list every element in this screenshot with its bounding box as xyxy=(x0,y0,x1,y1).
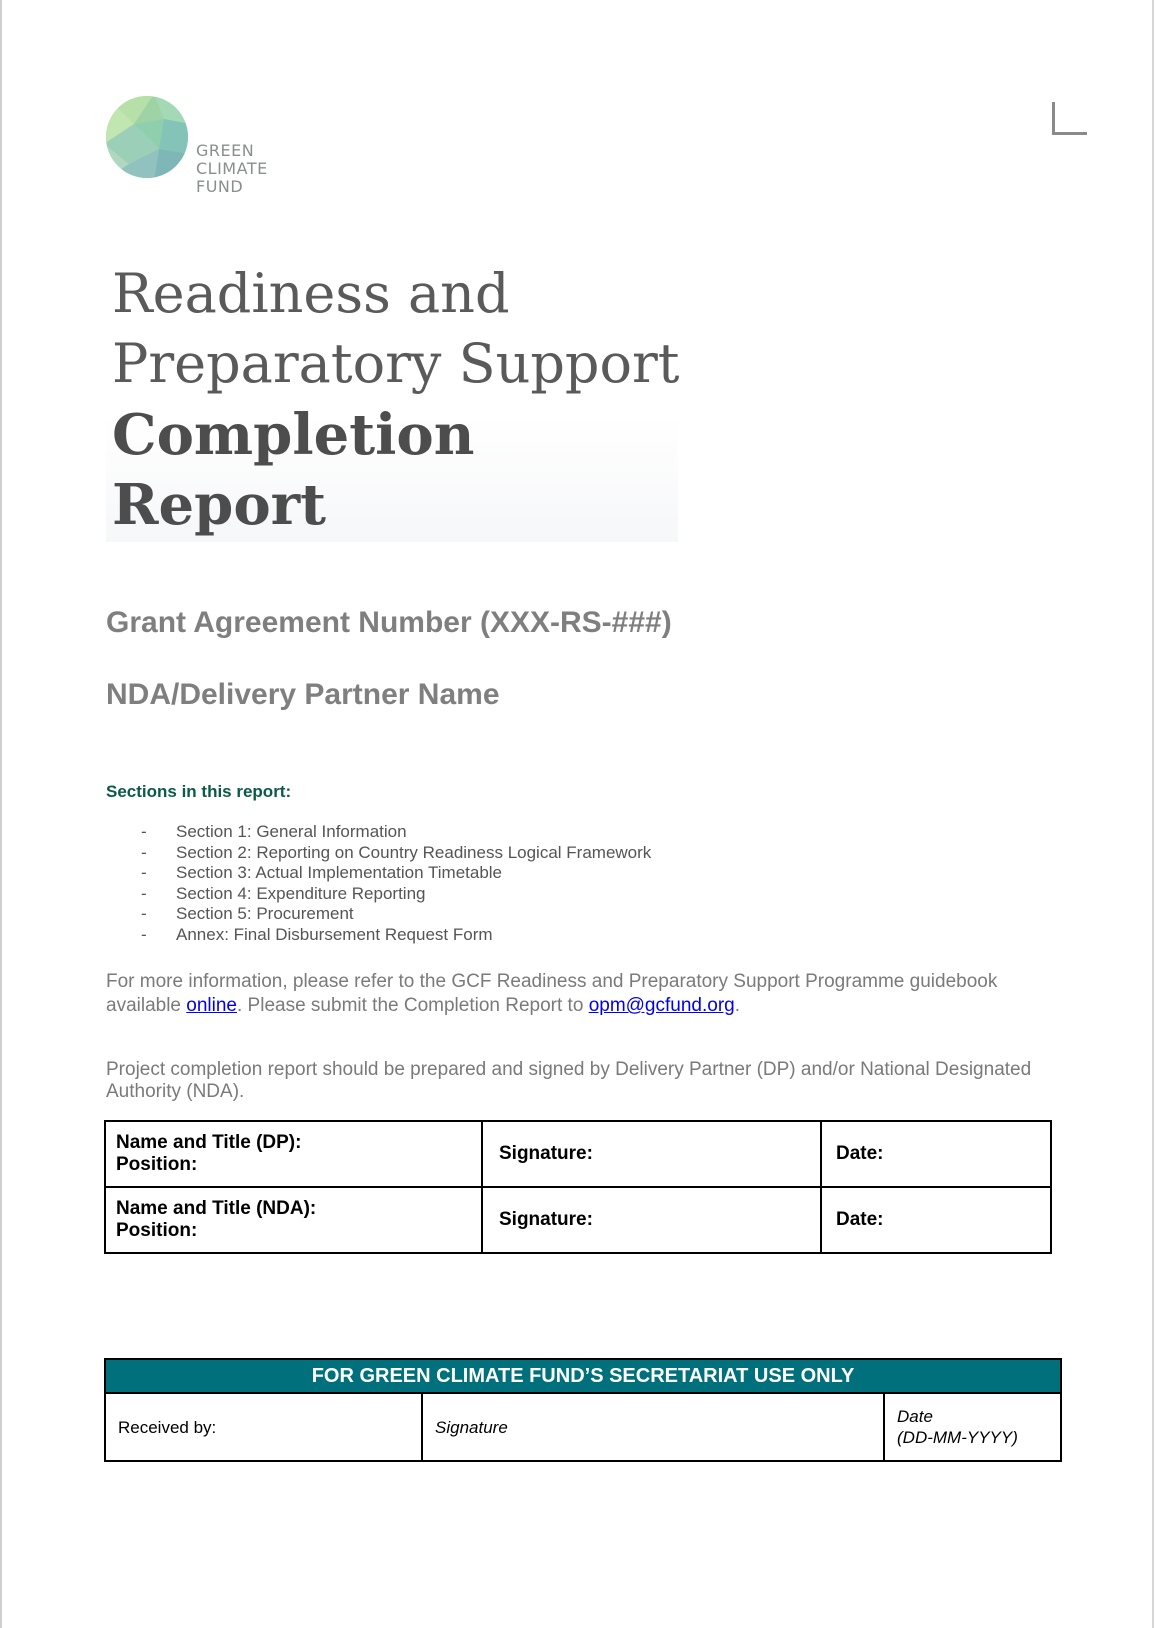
section-item-label: Section 1: General Information xyxy=(176,822,407,841)
section-item-label: Section 3: Actual Implementation Timetable xyxy=(176,863,503,882)
title-line-3: Completion xyxy=(112,402,475,468)
dp-date-cell[interactable] xyxy=(821,1121,1051,1187)
list-item: - Section 2: Reporting on Country Readiness Logical Framework xyxy=(141,842,652,862)
grant-agreement-heading: Grant Agreement Number (XXX-RS-###) xyxy=(106,606,672,639)
nda-name-cell[interactable] xyxy=(105,1187,482,1253)
nda-name-label: Name and Title (NDA): xyxy=(116,1198,317,1219)
list-item: - Section 3: Actual Implementation Timetable xyxy=(141,863,503,882)
section-item-label: Section 4: Expenditure Reporting xyxy=(176,883,426,903)
globe-icon xyxy=(104,94,190,180)
sections-list xyxy=(138,822,651,945)
info-text-2: . Please submit the Completion Report to xyxy=(237,995,589,1016)
table-row xyxy=(105,1393,1061,1461)
section-item-label: Section 5: Procurement xyxy=(176,904,354,923)
title-line-2: Preparatory Support xyxy=(112,332,680,395)
partner-name-heading: NDA/Delivery Partner Name xyxy=(106,678,500,711)
info-text-3: . xyxy=(734,995,741,1016)
secretariat-signature-label: Signature xyxy=(435,1417,508,1437)
table-row xyxy=(105,1187,1051,1253)
list-item: - Section 1: General Information xyxy=(141,822,407,841)
dp-signature-label: Signature: xyxy=(499,1143,593,1164)
title-line-4: Report xyxy=(112,472,327,538)
nda-signature-label: Signature: xyxy=(499,1209,593,1230)
logo-line-fund: FUND xyxy=(196,177,244,196)
logo-text xyxy=(196,142,268,196)
dp-position-label: Position: xyxy=(116,1154,198,1175)
secretariat-table xyxy=(104,1358,1062,1462)
table-header-row xyxy=(105,1359,1061,1393)
received-by-cell[interactable] xyxy=(105,1393,422,1461)
nda-signature-cell[interactable] xyxy=(482,1187,821,1253)
info-text-1: For more information, please refer to the GCF Readiness and Preparatory Support Programme guidebook available xyxy=(106,971,998,1016)
nda-date-cell[interactable] xyxy=(821,1187,1051,1253)
logo-line-climate: CLIMATE xyxy=(196,159,268,178)
list-item: - Annex: Final Disbursement Request Form xyxy=(141,924,493,944)
sections-label: Sections in this report: xyxy=(106,782,292,801)
title-line-1: Readiness and xyxy=(112,262,510,325)
dp-name-cell[interactable] xyxy=(105,1121,482,1187)
crop-mark xyxy=(1052,102,1087,135)
section-item-label: Section 2: Reporting on Country Readiness Logical Framework xyxy=(176,842,652,862)
dp-signature-cell[interactable] xyxy=(482,1121,821,1187)
secretariat-header: FOR GREEN CLIMATE FUND’S SECRETARIAT USE ONLY xyxy=(105,1359,1061,1393)
page-edge-right xyxy=(1152,0,1154,1628)
received-by-label: Received by: xyxy=(118,1417,217,1437)
signature-table xyxy=(104,1120,1052,1254)
info-paragraph xyxy=(106,970,1066,1018)
secretariat-signature-cell[interactable] xyxy=(422,1393,884,1461)
signing-paragraph: Project completion report should be prepared and signed by Delivery Partner (DP) and/or National Designated Authority (NDA). xyxy=(106,1059,1032,1102)
email-link[interactable]: opm@gcfund.org xyxy=(588,995,735,1016)
online-link[interactable]: online xyxy=(186,995,237,1016)
dp-name-label: Name and Title (DP): xyxy=(116,1132,302,1153)
gcf-logo xyxy=(104,94,284,194)
dp-date-label: Date: xyxy=(836,1143,884,1164)
logo-line-green: GREEN xyxy=(196,141,255,160)
secretariat-date-label: Date xyxy=(897,1407,933,1426)
secretariat-date-format: (DD-MM-YYYY) xyxy=(897,1428,1018,1447)
list-item: - Section 5: Procurement xyxy=(141,904,354,923)
nda-date-label: Date: xyxy=(836,1209,884,1230)
report-title-banner xyxy=(106,262,678,542)
table-row xyxy=(105,1121,1051,1187)
nda-position-label: Position: xyxy=(116,1220,198,1241)
secretariat-date-cell[interactable] xyxy=(884,1393,1061,1461)
section-item-label: Annex: Final Disbursement Request Form xyxy=(176,924,493,944)
list-item: - Section 4: Expenditure Reporting xyxy=(141,883,426,903)
page-edge-left xyxy=(0,0,2,1628)
